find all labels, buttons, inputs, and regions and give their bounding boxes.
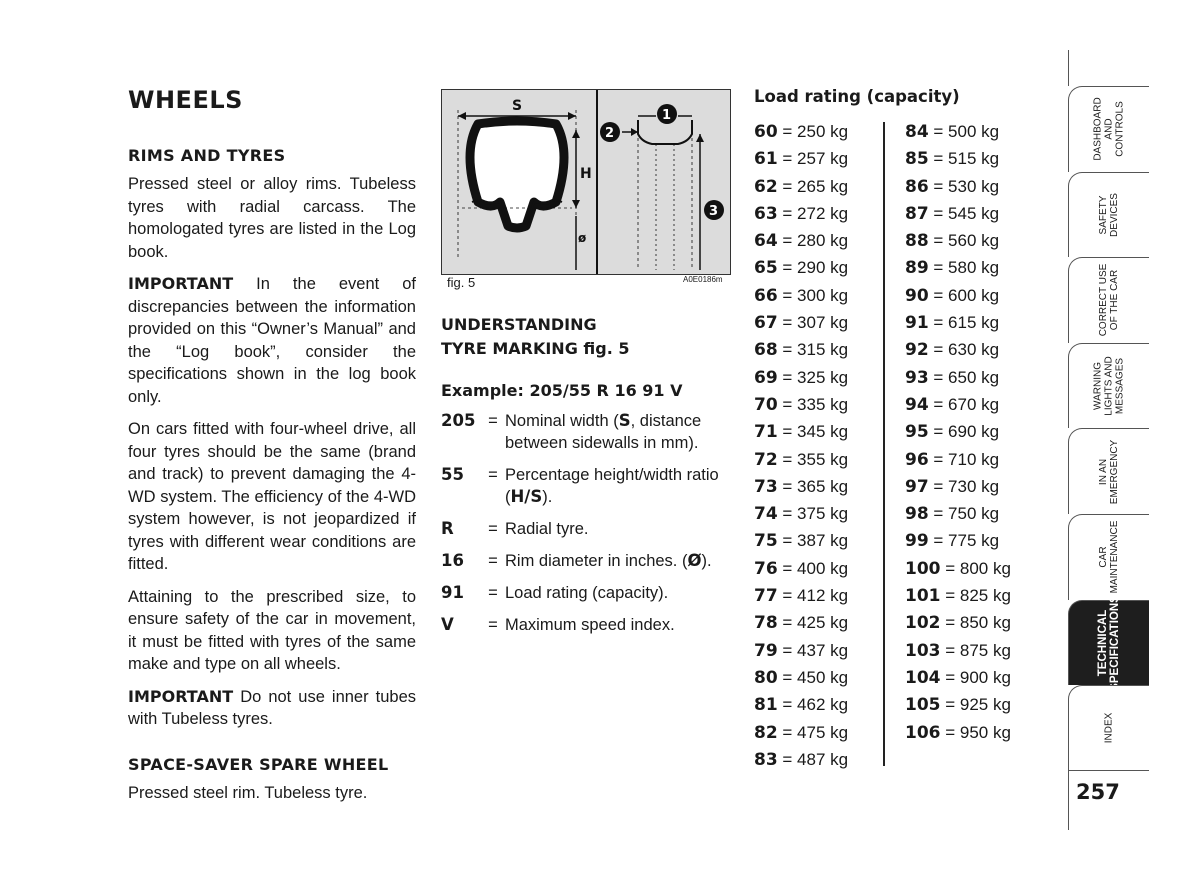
load-value: = 487 kg xyxy=(782,749,849,769)
tab-bottom-vertical xyxy=(1068,770,1069,830)
load-value: = 365 kg xyxy=(782,476,849,496)
load-value: = 710 kg xyxy=(933,449,1000,469)
load-rating-row xyxy=(754,173,848,200)
load-index: 80 xyxy=(754,667,778,688)
label-s: S xyxy=(512,98,523,114)
definition-key: 91 xyxy=(441,583,464,602)
load-rating-row xyxy=(754,555,848,582)
load-value: = 450 kg xyxy=(782,667,849,687)
definition-text: Rim diameter in inches. (Ø). xyxy=(505,551,712,570)
load-value: = 950 kg xyxy=(945,722,1011,742)
load-index: 90 xyxy=(905,285,929,306)
load-value: = 515 kg xyxy=(933,149,1000,169)
definition-row xyxy=(441,464,733,508)
load-index: 73 xyxy=(754,476,778,497)
load-value: = 400 kg xyxy=(782,558,849,578)
load-index: 100 xyxy=(905,558,941,579)
load-value: = 560 kg xyxy=(933,231,1000,251)
load-value: = 265 kg xyxy=(782,176,849,196)
load-index: 61 xyxy=(754,149,778,170)
definition-key: V xyxy=(441,615,454,634)
load-rating-row xyxy=(905,664,1011,691)
definition-equals: = xyxy=(488,412,498,430)
tab-label: INDEX xyxy=(1103,713,1115,744)
tab-label: SAFETY DEVICES xyxy=(1098,192,1120,237)
load-rating-row xyxy=(754,282,848,309)
load-value: = 545 kg xyxy=(933,203,1000,223)
tab-bottom-line xyxy=(1068,770,1149,771)
spare-wheel-heading: SPACE-SAVER SPARE WHEEL xyxy=(128,754,389,774)
load-value: = 425 kg xyxy=(782,613,849,633)
tyre-marking-heading xyxy=(441,313,733,361)
load-rating-row xyxy=(754,336,848,363)
load-value: = 750 kg xyxy=(933,504,1000,524)
load-value: = 462 kg xyxy=(782,695,849,715)
definition-row xyxy=(441,582,733,604)
load-value: = 730 kg xyxy=(933,476,1000,496)
load-value: = 315 kg xyxy=(782,340,849,360)
definition-key: R xyxy=(441,519,454,538)
load-value: = 530 kg xyxy=(933,176,1000,196)
load-value: = 387 kg xyxy=(782,531,849,551)
tab-label: DASHBOARD AND CONTROLS xyxy=(1092,97,1126,161)
load-rating-row xyxy=(754,254,848,281)
page-number: 257 xyxy=(1076,780,1120,804)
important-text: In the event of discrepancies between the information provided on this “Owner’s Manual” and the “Log book”, consider the specifications shown in the log book only. xyxy=(128,275,416,406)
load-index: 84 xyxy=(905,122,929,142)
load-index: 77 xyxy=(754,586,778,607)
load-index: 60 xyxy=(754,122,778,142)
load-value: = 290 kg xyxy=(782,258,849,278)
definition-equals: = xyxy=(488,616,498,634)
load-index: 76 xyxy=(754,558,778,579)
tab-warning-lights-and-messages[interactable] xyxy=(1068,343,1149,429)
load-index: 103 xyxy=(905,640,941,661)
load-value: = 615 kg xyxy=(933,313,1000,333)
load-rating-row xyxy=(905,254,1011,281)
definition-row xyxy=(441,518,733,540)
load-rating-row xyxy=(905,719,1011,746)
load-rating-row xyxy=(905,555,1011,582)
load-index: 71 xyxy=(754,422,778,443)
load-index: 102 xyxy=(905,613,941,634)
definition-equals: = xyxy=(488,520,498,538)
load-rating-row xyxy=(905,336,1011,363)
load-rating-row xyxy=(754,637,848,664)
load-index: 95 xyxy=(905,422,929,443)
example-line: Example: 205/55 R 16 91 V xyxy=(441,381,683,400)
label-3: 3 xyxy=(709,204,719,219)
tab-technical-specifications[interactable] xyxy=(1068,595,1149,691)
load-rating-row xyxy=(754,145,848,172)
load-value: = 345 kg xyxy=(782,422,849,442)
load-rating-row xyxy=(754,473,848,500)
tab-correct-use-of-the-car[interactable] xyxy=(1068,257,1149,343)
load-index: 75 xyxy=(754,531,778,552)
load-rating-row xyxy=(754,118,848,145)
important-paragraph-2 xyxy=(128,686,416,731)
load-index: 96 xyxy=(905,449,929,470)
tab-label: TECHNICAL SPECIFICATIONS xyxy=(1097,595,1121,691)
load-index: 69 xyxy=(754,367,778,388)
definition-text: Nominal width (S, distance between sidewalls in mm). xyxy=(505,411,702,452)
load-index: 85 xyxy=(905,149,929,170)
load-value: = 850 kg xyxy=(945,613,1011,633)
load-index: 62 xyxy=(754,176,778,197)
definition-text: Percentage height/width ratio (H/S). xyxy=(505,466,719,506)
load-rating-row xyxy=(754,364,848,391)
load-rating-row xyxy=(905,691,1011,718)
load-index: 64 xyxy=(754,231,778,252)
load-index: 94 xyxy=(905,394,929,415)
definition-key: 16 xyxy=(441,551,464,570)
load-index: 82 xyxy=(754,722,778,743)
rims-paragraph: Pressed steel or alloy rims. Tubeless tyres with radial carcass. The homologated tyres are listed in the Log book. xyxy=(128,175,416,261)
important-paragraph-1 xyxy=(128,273,416,408)
size-paragraph: Attaining to the prescribed size, to ensure safety of the car in movement, it must be fitted with tyres of the same make and type on all wheels. xyxy=(128,587,416,673)
chapter-tabs xyxy=(1068,86,1149,771)
load-value: = 412 kg xyxy=(782,586,849,606)
load-rating-row xyxy=(754,691,848,718)
load-value: = 257 kg xyxy=(782,149,849,169)
tab-label: IN AN EMERGENCY xyxy=(1098,439,1120,504)
definition-equals: = xyxy=(488,584,498,602)
load-rating-row xyxy=(754,391,848,418)
load-rating-row xyxy=(754,227,848,254)
figure-caption: fig. 5 xyxy=(447,275,476,290)
load-index: 65 xyxy=(754,258,778,279)
load-rating-row xyxy=(905,391,1011,418)
load-rating-row xyxy=(905,173,1011,200)
definition-row xyxy=(441,614,733,636)
tab-top-line xyxy=(1068,50,1069,86)
load-index: 105 xyxy=(905,695,941,716)
spare-wheel-paragraph: Pressed steel rim. Tubeless tyre. xyxy=(128,783,368,802)
load-value: = 825 kg xyxy=(945,586,1011,606)
load-value: = 355 kg xyxy=(782,449,849,469)
tab-index[interactable] xyxy=(1068,685,1149,771)
load-rating-title: Load rating (capacity) xyxy=(754,87,960,106)
load-index: 83 xyxy=(754,749,778,770)
important-label: IMPORTANT xyxy=(128,274,234,293)
load-value: = 875 kg xyxy=(945,640,1011,660)
load-index: 101 xyxy=(905,586,941,607)
label-h: H xyxy=(580,166,592,182)
left-column xyxy=(128,86,416,814)
load-rating-row xyxy=(754,609,848,636)
load-rating-row xyxy=(905,446,1011,473)
load-index: 93 xyxy=(905,367,929,388)
heading-line-1: UNDERSTANDING xyxy=(441,315,597,334)
load-rating-row xyxy=(754,446,848,473)
tab-safety-devices[interactable] xyxy=(1068,172,1149,258)
tyre-marking-section xyxy=(441,313,733,646)
load-rating-row xyxy=(905,418,1011,445)
load-rating-row xyxy=(754,664,848,691)
load-index: 97 xyxy=(905,476,929,497)
load-rating-row xyxy=(905,309,1011,336)
definition-row xyxy=(441,410,733,454)
definition-text: Load rating (capacity). xyxy=(505,584,669,602)
load-value: = 335 kg xyxy=(782,394,849,414)
label-1: 1 xyxy=(662,108,672,123)
load-index: 87 xyxy=(905,203,929,224)
load-rating-row xyxy=(905,473,1011,500)
load-index: 104 xyxy=(905,667,941,688)
load-index: 89 xyxy=(905,258,929,279)
load-value: = 272 kg xyxy=(782,203,849,223)
load-value: = 280 kg xyxy=(782,231,849,251)
heading-line-2: TYRE MARKING fig. 5 xyxy=(441,339,630,358)
load-index: 70 xyxy=(754,394,778,415)
page-title: WHEELS xyxy=(128,86,243,114)
load-value: = 580 kg xyxy=(933,258,1000,278)
load-rating-row xyxy=(754,200,848,227)
definition-equals: = xyxy=(488,552,498,570)
load-value: = 690 kg xyxy=(933,422,1000,442)
definition-equals: = xyxy=(488,466,498,484)
load-value: = 925 kg xyxy=(945,695,1011,715)
load-index: 92 xyxy=(905,340,929,361)
definition-text: Maximum speed index. xyxy=(505,616,675,634)
load-rating-row xyxy=(905,637,1011,664)
column-divider xyxy=(883,122,885,766)
load-index: 66 xyxy=(754,285,778,306)
load-rating-row xyxy=(754,582,848,609)
load-rating-row xyxy=(905,364,1011,391)
load-index: 88 xyxy=(905,231,929,252)
figure-code: A0E0186m xyxy=(683,275,723,284)
load-index: 86 xyxy=(905,176,929,197)
load-value: = 670 kg xyxy=(933,394,1000,414)
load-rating-row xyxy=(754,418,848,445)
load-rating-row xyxy=(905,145,1011,172)
definition-key: 205 xyxy=(441,411,476,430)
load-rating-column-1 xyxy=(754,118,848,773)
load-rating-row xyxy=(905,500,1011,527)
important-text: Do not use inner tubes with Tubeless tyres. xyxy=(128,687,416,728)
load-value: = 775 kg xyxy=(933,531,1000,551)
definition-list xyxy=(441,410,733,636)
load-index: 91 xyxy=(905,313,929,334)
load-rating-row xyxy=(754,746,848,773)
load-index: 98 xyxy=(905,504,929,525)
load-rating-row xyxy=(905,582,1011,609)
load-value: = 325 kg xyxy=(782,367,849,387)
load-value: = 307 kg xyxy=(782,313,849,333)
load-rating-row xyxy=(905,527,1011,554)
load-index: 106 xyxy=(905,722,941,743)
load-index: 74 xyxy=(754,504,778,525)
important-label: IMPORTANT xyxy=(128,686,234,706)
load-index: 99 xyxy=(905,531,929,552)
load-index: 72 xyxy=(754,449,778,470)
load-index: 68 xyxy=(754,340,778,361)
load-value: = 500 kg xyxy=(933,122,1000,141)
load-value: = 300 kg xyxy=(782,285,849,305)
rims-heading: RIMS AND TYRES xyxy=(128,146,286,165)
load-index: 63 xyxy=(754,203,778,224)
load-rating-row xyxy=(754,527,848,554)
load-rating-row xyxy=(754,719,848,746)
load-rating-column-2 xyxy=(905,118,1011,746)
load-rating-row xyxy=(754,500,848,527)
load-index: 78 xyxy=(754,613,778,634)
tab-label: CAR MAINTENANCE xyxy=(1098,520,1120,594)
label-diameter: ø xyxy=(578,231,587,245)
tab-in-an-emergency[interactable] xyxy=(1068,428,1149,514)
load-value: = 900 kg xyxy=(945,667,1011,687)
load-rating-row xyxy=(905,282,1011,309)
load-index: 79 xyxy=(754,640,778,661)
load-value: = 375 kg xyxy=(782,504,849,524)
tyre-diagram xyxy=(441,89,731,275)
tab-label: WARNING LIGHTS AND MESSAGES xyxy=(1092,356,1126,416)
definition-row xyxy=(441,550,733,572)
load-index: 81 xyxy=(754,695,778,716)
load-value: = 250 kg xyxy=(782,122,849,141)
load-rating-row xyxy=(754,309,848,336)
load-rating-row xyxy=(905,200,1011,227)
load-value: = 650 kg xyxy=(933,367,1000,387)
definition-text: Radial tyre. xyxy=(505,520,589,538)
load-value: = 600 kg xyxy=(933,285,1000,305)
label-2: 2 xyxy=(605,126,615,141)
load-index: 67 xyxy=(754,313,778,334)
load-value: = 800 kg xyxy=(945,558,1011,578)
load-rating-row xyxy=(905,609,1011,636)
load-value: = 630 kg xyxy=(933,340,1000,360)
tab-dashboard-and-controls[interactable] xyxy=(1068,86,1149,172)
load-rating-row xyxy=(905,118,1011,145)
load-value: = 475 kg xyxy=(782,722,849,742)
tab-car-maintenance[interactable] xyxy=(1068,514,1149,600)
4wd-paragraph: On cars fitted with four-wheel drive, all four tyres should be the same (brand and track) to prevent damaging the 4-WD system. The efficiency of the 4-WD system however, is not jeopardized if tyres with different wear conditions are fitted. xyxy=(128,420,416,573)
tab-label: CORRECT USE OF THE CAR xyxy=(1098,264,1120,337)
load-value: = 437 kg xyxy=(782,640,849,660)
definition-key: 55 xyxy=(441,465,464,484)
load-rating-row xyxy=(905,227,1011,254)
